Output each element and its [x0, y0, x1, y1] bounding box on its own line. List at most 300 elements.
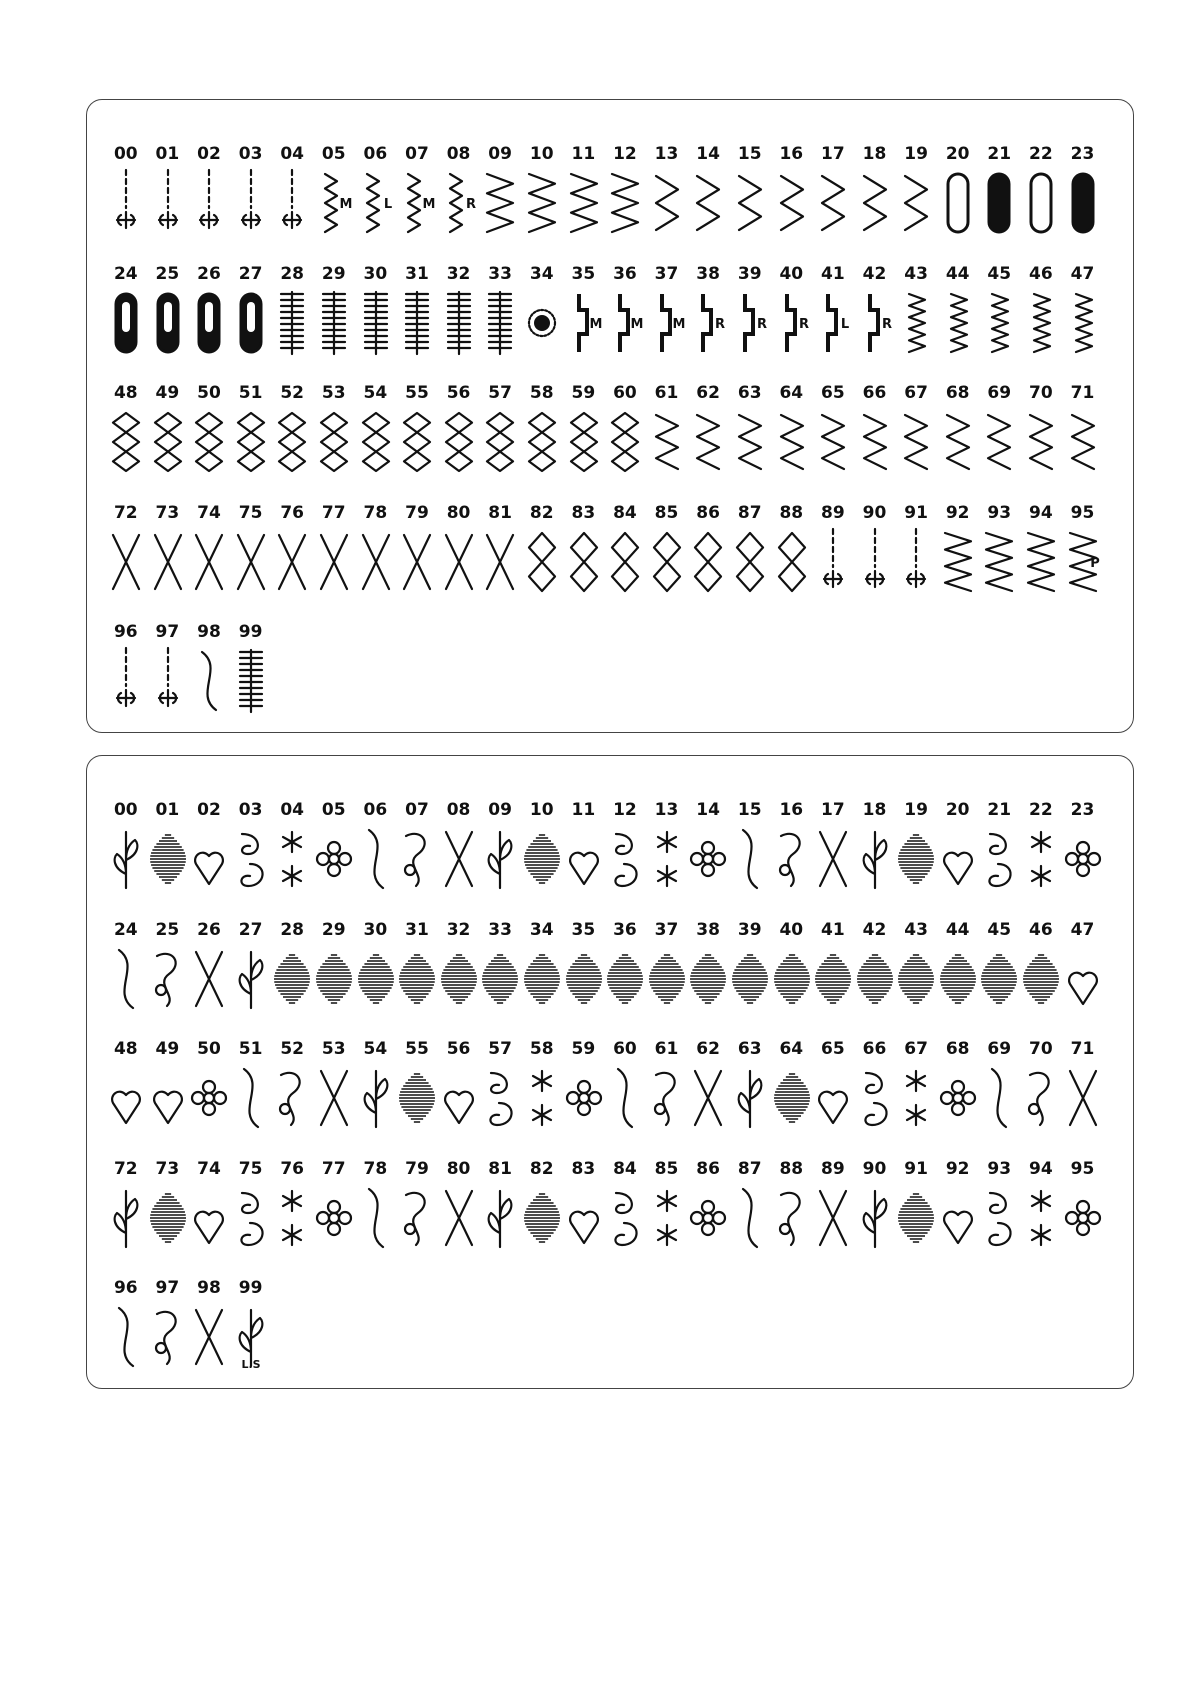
stitch-pattern [729, 920, 771, 1040]
stitch-icon [315, 407, 353, 477]
stitch-icon [689, 1063, 727, 1133]
stitch-number: 31 [405, 919, 429, 940]
stitch-number: 31 [405, 263, 429, 284]
stitch-number: 24 [113, 919, 138, 940]
stitch-pattern [479, 264, 521, 384]
stitch-icon [273, 288, 311, 358]
stitch-number: 10 [529, 144, 554, 164]
stitch-icon [190, 407, 228, 477]
stitch-icon [731, 168, 769, 238]
stitch-number: 51 [238, 1039, 263, 1059]
stitch-pattern [1062, 144, 1104, 264]
stitch-pattern [396, 503, 438, 623]
stitch-number: 74 [197, 502, 221, 523]
stitch-number: 55 [405, 1039, 429, 1059]
stitch-number: 59 [571, 1039, 596, 1059]
stitch-number: 37 [654, 919, 679, 940]
stitch-number: 95 [1070, 1158, 1095, 1179]
stitch-icon [856, 527, 894, 597]
stitch-icon [107, 527, 145, 597]
stitch-number: 28 [280, 263, 304, 284]
stitch-number: 45 [987, 919, 1012, 940]
stitch-pattern [147, 1278, 189, 1398]
stitch-icon [606, 824, 644, 894]
stitch-pattern [479, 1159, 521, 1279]
stitch-number: 77 [321, 502, 346, 523]
stitch-pattern [230, 920, 272, 1040]
stitch-icon [773, 527, 811, 597]
stitch-pattern [147, 264, 189, 384]
stitch-number: 71 [1070, 383, 1095, 403]
stitch-pattern [1062, 920, 1104, 1040]
stitch-number: 61 [654, 1039, 679, 1059]
stitch-icon [398, 1183, 436, 1253]
stitch-number: 36 [613, 919, 637, 940]
stitch-icon [565, 168, 603, 238]
stitch-number: 80 [446, 502, 471, 523]
stitch-icon [357, 824, 395, 894]
stitch-number: 39 [737, 263, 762, 284]
stitch-pattern [563, 144, 605, 264]
stitch-pattern [479, 1039, 521, 1159]
stitch-number: 50 [197, 1039, 221, 1059]
stitch-icon [107, 1063, 145, 1133]
stitch-number: 64 [779, 383, 804, 403]
stitch-pattern [646, 383, 688, 503]
stitch-mark: L [840, 316, 850, 332]
stitch-pattern [937, 920, 979, 1040]
stitch-icon [523, 1183, 561, 1253]
stitch-icon [273, 1063, 311, 1133]
stitch-number: 65 [821, 1039, 845, 1059]
stitch-icon [1022, 527, 1060, 597]
stitch-icon [107, 288, 145, 358]
stitch-number: 64 [779, 1039, 804, 1059]
stitch-pattern [895, 1039, 937, 1159]
stitch-pattern [479, 503, 521, 623]
stitch-icon [939, 944, 977, 1014]
stitch-pattern [937, 1039, 979, 1159]
stitch-icon [897, 1183, 935, 1253]
stitch-icon [481, 288, 519, 358]
stitch-icon [648, 407, 686, 477]
stitch-number: 24 [113, 263, 138, 284]
stitch-number: 81 [488, 1158, 512, 1179]
stitch-pattern [147, 1159, 189, 1279]
stitch-number: 47 [1070, 919, 1095, 940]
stitch-pattern [771, 800, 813, 920]
stitch-mark: R [798, 316, 809, 332]
stitch-pattern [563, 264, 605, 384]
stitch-pattern [646, 503, 688, 623]
stitch-icon [856, 1063, 894, 1133]
stitch-icon [1064, 1063, 1102, 1133]
stitch-pattern [937, 503, 979, 623]
stitch-icon [273, 824, 311, 894]
stitch-icon [149, 824, 187, 894]
stitch-pattern [729, 144, 771, 264]
stitch-number: 57 [488, 383, 512, 403]
stitch-pattern [188, 503, 230, 623]
stitch-icon [523, 407, 561, 477]
stitch-number: 41 [821, 919, 845, 940]
stitch-icon [565, 824, 603, 894]
stitch-pattern [812, 920, 854, 1040]
stitch-icon [398, 824, 436, 894]
stitch-pattern [729, 1039, 771, 1159]
stitch-number: 17 [821, 144, 845, 164]
stitch-icon [773, 1183, 811, 1253]
stitch-icon [190, 527, 228, 597]
stitch-pattern [521, 503, 563, 623]
stitch-icon [149, 1183, 187, 1253]
stitch-grid [105, 800, 1103, 1398]
stitch-number: 32 [446, 919, 471, 940]
stitch-pattern [105, 1159, 147, 1279]
stitch-number: 01 [155, 144, 180, 164]
stitch-pattern [1020, 264, 1062, 384]
stitch-pattern [105, 1039, 147, 1159]
stitch-pattern [895, 383, 937, 503]
stitch-number: 49 [155, 383, 180, 403]
stitch-icon [897, 407, 935, 477]
stitch-pattern [729, 800, 771, 920]
stitch-pattern [604, 383, 646, 503]
stitch-icon [273, 527, 311, 597]
stitch-icon [773, 824, 811, 894]
stitch-icon [773, 1063, 811, 1133]
stitch-pattern [355, 920, 397, 1040]
stitch-icon [1064, 824, 1102, 894]
stitch-number: 51 [238, 383, 263, 403]
stitch-pattern [105, 622, 147, 742]
stitch-number: 40 [779, 263, 804, 284]
stitch-icon [980, 527, 1018, 597]
stitch-number: 66 [862, 1039, 887, 1059]
stitch-icon [398, 288, 436, 358]
stitch-grid [105, 144, 1103, 742]
stitch-number: 96 [113, 622, 138, 642]
stitch-icon [523, 168, 561, 238]
stitch-pattern [604, 800, 646, 920]
stitch-number: 29 [321, 263, 346, 284]
stitch-icon [731, 407, 769, 477]
stitch-pattern [230, 144, 272, 264]
stitch-icon [440, 1063, 478, 1133]
stitch-icon [149, 288, 187, 358]
stitch-mark: L [383, 197, 392, 212]
stitch-pattern [1020, 1159, 1062, 1279]
stitch-number: 83 [571, 502, 596, 523]
stitch-number: 42 [862, 263, 887, 284]
stitch-pattern [438, 144, 480, 264]
stitch-icon [773, 168, 811, 238]
stitch-pattern [1020, 920, 1062, 1040]
stitch-number: 06 [363, 800, 388, 820]
stitch-number: 45 [987, 263, 1012, 284]
stitch-pattern [978, 920, 1020, 1040]
stitch-pattern [854, 920, 896, 1040]
stitch-pattern [271, 383, 313, 503]
stitch-icon [1022, 288, 1060, 358]
stitch-pattern [355, 1159, 397, 1279]
stitch-pattern [978, 800, 1020, 920]
stitch-mark: L.S [241, 1358, 261, 1371]
stitch-pattern [771, 920, 813, 1040]
stitch-pattern [646, 144, 688, 264]
stitch-pattern [313, 800, 355, 920]
stitch-icon [897, 527, 935, 597]
stitch-icon [398, 944, 436, 1014]
utility-stitch-panel [86, 99, 1134, 733]
stitch-number: 00 [113, 144, 138, 164]
stitch-number: 99 [238, 622, 263, 642]
stitch-icon [523, 527, 561, 597]
stitch-number: 47 [1070, 263, 1095, 284]
stitch-pattern [521, 383, 563, 503]
stitch-pattern [854, 383, 896, 503]
stitch-icon [897, 944, 935, 1014]
stitch-number: 34 [529, 919, 554, 940]
stitch-icon [107, 168, 145, 238]
stitch-icon [773, 288, 811, 358]
stitch-pattern [396, 800, 438, 920]
stitch-pattern [1062, 503, 1104, 623]
stitch-pattern [230, 383, 272, 503]
stitch-number: 74 [197, 1158, 221, 1179]
stitch-icon [190, 824, 228, 894]
stitch-pattern [937, 800, 979, 920]
stitch-icon [315, 288, 353, 358]
stitch-number: 63 [737, 1039, 762, 1059]
stitch-pattern [230, 264, 272, 384]
stitch-number: 27 [238, 263, 263, 284]
stitch-icon [107, 1302, 145, 1372]
stitch-icon [481, 168, 519, 238]
stitch-icon [814, 1183, 852, 1253]
stitch-icon [190, 1183, 228, 1253]
stitch-pattern [646, 920, 688, 1040]
stitch-icon [648, 1183, 686, 1253]
stitch-number: 15 [737, 800, 762, 820]
stitch-icon [565, 288, 603, 358]
stitch-icon [273, 168, 311, 238]
stitch-icon [149, 527, 187, 597]
stitch-icon [939, 168, 977, 238]
stitch-pattern [895, 920, 937, 1040]
stitch-number: 52 [280, 1039, 304, 1059]
stitch-pattern [313, 1159, 355, 1279]
stitch-number: 23 [1070, 800, 1095, 820]
stitch-number: 57 [488, 1039, 512, 1059]
stitch-number: 11 [571, 800, 596, 820]
stitch-icon [648, 527, 686, 597]
stitch-icon [731, 824, 769, 894]
stitch-number: 55 [405, 383, 429, 403]
stitch-pattern [313, 264, 355, 384]
stitch-pattern [147, 1039, 189, 1159]
stitch-icon [523, 1063, 561, 1133]
stitch-icon [149, 944, 187, 1014]
stitch-pattern [271, 503, 313, 623]
stitch-pattern [604, 144, 646, 264]
stitch-number: 10 [529, 800, 554, 820]
stitch-number: 32 [446, 263, 471, 284]
stitch-pattern [271, 264, 313, 384]
stitch-pattern [1062, 800, 1104, 920]
stitch-number: 90 [862, 1158, 887, 1179]
stitch-number: 68 [945, 383, 970, 403]
stitch-number: 37 [654, 263, 679, 284]
stitch-icon [232, 288, 270, 358]
stitch-pattern [687, 383, 729, 503]
stitch-icon [357, 1183, 395, 1253]
stitch-icon [1022, 407, 1060, 477]
stitch-number: 01 [155, 800, 180, 820]
stitch-pattern [271, 1159, 313, 1279]
stitch-number: 58 [529, 1039, 554, 1059]
stitch-number: 76 [280, 502, 304, 523]
stitch-pattern [563, 383, 605, 503]
stitch-number: 20 [945, 144, 970, 164]
stitch-mark: M [672, 316, 686, 332]
stitch-number: 68 [945, 1039, 970, 1059]
stitch-icon [440, 824, 478, 894]
stitch-number: 79 [405, 502, 429, 523]
stitch-icon [357, 527, 395, 597]
stitch-number: 77 [321, 1158, 346, 1179]
decorative-stitch-panel [86, 755, 1134, 1389]
stitch-number: 27 [238, 919, 263, 940]
stitch-icon [190, 944, 228, 1014]
stitch-pattern [396, 920, 438, 1040]
stitch-number: 28 [280, 919, 304, 940]
stitch-icon [814, 168, 852, 238]
stitch-pattern [812, 503, 854, 623]
stitch-number: 16 [779, 800, 804, 820]
stitch-pattern [396, 264, 438, 384]
stitch-number: 11 [571, 144, 596, 164]
stitch-pattern [646, 1039, 688, 1159]
stitch-number: 00 [113, 800, 138, 820]
stitch-number: 23 [1070, 144, 1095, 164]
stitch-pattern [230, 800, 272, 920]
stitch-pattern [479, 800, 521, 920]
stitch-pattern [729, 1159, 771, 1279]
stitch-pattern [604, 920, 646, 1040]
stitch-number: 09 [488, 800, 512, 820]
stitch-icon [107, 407, 145, 477]
stitch-number: 92 [945, 1158, 970, 1179]
stitch-pattern [438, 503, 480, 623]
stitch-number: 96 [113, 1278, 138, 1298]
stitch-pattern [563, 1039, 605, 1159]
stitch-number: 71 [1070, 1039, 1095, 1059]
stitch-pattern [687, 1159, 729, 1279]
stitch-number: 85 [654, 1158, 679, 1179]
stitch-pattern [978, 1159, 1020, 1279]
stitch-icon [398, 1063, 436, 1133]
stitch-pattern [1062, 1039, 1104, 1159]
stitch-icon [773, 407, 811, 477]
stitch-mark: M [589, 316, 602, 332]
stitch-icon [689, 168, 727, 238]
stitch-number: 60 [613, 383, 637, 403]
stitch-number: 67 [904, 1039, 928, 1059]
stitch-number: 84 [613, 1158, 637, 1179]
stitch-pattern [438, 920, 480, 1040]
stitch-pattern [188, 622, 230, 742]
stitch-icon [149, 407, 187, 477]
stitch-mark: R [715, 316, 726, 332]
stitch-number: 82 [529, 502, 554, 523]
stitch-pattern [521, 920, 563, 1040]
stitch-number: 29 [321, 919, 346, 940]
stitch-icon [897, 168, 935, 238]
stitch-number: 93 [987, 1158, 1012, 1179]
stitch-pattern [771, 144, 813, 264]
stitch-pattern [604, 1159, 646, 1279]
stitch-icon [648, 944, 686, 1014]
stitch-pattern [604, 1039, 646, 1159]
stitch-icon [980, 944, 1018, 1014]
stitch-pattern [895, 1159, 937, 1279]
stitch-pattern [521, 264, 563, 384]
stitch-icon [149, 646, 187, 716]
stitch-pattern [729, 264, 771, 384]
stitch-pattern [147, 503, 189, 623]
stitch-number: 53 [321, 383, 346, 403]
stitch-number: 33 [488, 919, 512, 940]
stitch-number: 43 [904, 919, 928, 940]
stitch-icon [731, 1063, 769, 1133]
stitch-icon [107, 646, 145, 716]
stitch-number: 99 [238, 1278, 263, 1298]
stitch-pattern [771, 1039, 813, 1159]
stitch-icon [107, 1183, 145, 1253]
stitch-pattern [604, 503, 646, 623]
stitch-icon [980, 824, 1018, 894]
stitch-mark: R [881, 316, 892, 332]
stitch-icon [814, 288, 852, 358]
stitch-pattern [563, 800, 605, 920]
stitch-number: 02 [197, 800, 221, 820]
stitch-pattern [895, 144, 937, 264]
stitch-icon [315, 944, 353, 1014]
stitch-icon [731, 944, 769, 1014]
stitch-icon [689, 527, 727, 597]
stitch-icon [232, 1183, 270, 1253]
stitch-pattern [812, 264, 854, 384]
stitch-icon [980, 407, 1018, 477]
stitch-pattern [271, 800, 313, 920]
stitch-pattern [396, 1039, 438, 1159]
stitch-number: 21 [987, 800, 1012, 820]
stitch-number: 78 [363, 1158, 388, 1179]
stitch-pattern [396, 383, 438, 503]
stitch-icon [398, 168, 436, 238]
stitch-number: 98 [197, 1278, 221, 1298]
stitch-icon [315, 168, 353, 238]
stitch-number: 05 [321, 800, 346, 820]
stitch-number: 94 [1029, 1158, 1053, 1179]
stitch-icon [273, 407, 311, 477]
stitch-number: 70 [1029, 383, 1053, 403]
stitch-icon [232, 168, 270, 238]
stitch-pattern [271, 920, 313, 1040]
stitch-number: 08 [446, 144, 471, 164]
stitch-icon [440, 407, 478, 477]
